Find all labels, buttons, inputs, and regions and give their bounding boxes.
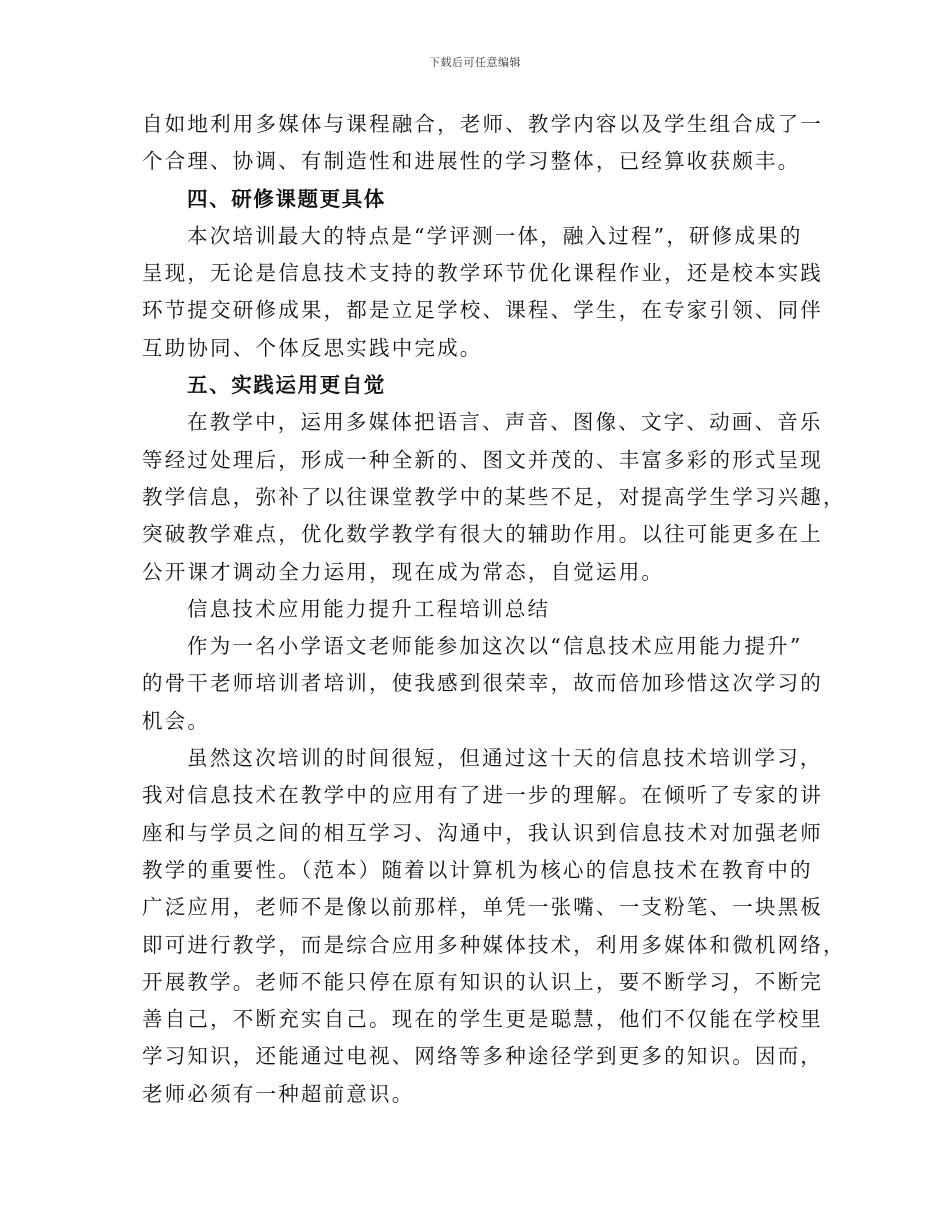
text-line: 老师必须有一种超前意识。 <box>142 1081 415 1106</box>
text-line: 公开课才调动全力运用，现在成为常态，自觉运用。 <box>142 559 665 584</box>
text-line: 我对信息技术在教学中的应用有了进一步的理解。在倾听了专家的讲 <box>142 783 823 808</box>
text-line: 开展教学。老师不能只停在原有知识的认识上，要不断学习，不断完 <box>142 969 823 994</box>
text-line: 座和与学员之间的相互学习、沟通中，我认识到信息技术对加强老师 <box>142 820 823 845</box>
section-heading: 四、研修课题更具体 <box>187 186 386 211</box>
text-line: 自如地利用多媒体与课程融合，老师、教学内容以及学生组合成了一 <box>142 112 823 136</box>
text-line: 即可进行教学，而是综合应用多种媒体技术，利用多媒体和微机网络， <box>142 932 846 957</box>
text-line: 呈现，无论是信息技术支持的教学环节优化课程作业，还是校本实践 <box>142 261 823 286</box>
text-line: 广泛应用，老师不是像以前那样，单凭一张嘴、一支粉笔、一块黑板 <box>142 895 823 920</box>
paragraph-start-line: 作为一名小学语文老师能参加这次以“信息技术应用能力提升” <box>187 634 803 659</box>
text-line: 等经过处理后，形成一种全新的、图文并茂的、丰富多彩的形式呈现 <box>142 447 823 472</box>
paragraph-start-line: 虽然这次培训的时间很短，但通过这十天的信息技术培训学习， <box>187 746 823 771</box>
page-header-note: 下载后可任意编辑 <box>429 56 521 69</box>
document-title-line: 信息技术应用能力提升工程培训总结 <box>187 596 551 621</box>
text-line: 机会。 <box>142 708 211 733</box>
section-heading: 五、实践运用更自觉 <box>187 373 386 398</box>
text-line: 教学信息，弥补了以往课堂教学中的某些不足，对提高学生学习兴趣， <box>142 484 846 509</box>
text-line: 个合理、协调、有制造性和进展性的学习整体，已经算收获颇丰。 <box>142 149 801 174</box>
text-line: 善自己，不断充实自己。现在的学生更是聪慧，他们不仅能在学校里 <box>142 1007 823 1032</box>
paragraph-start-line: 本次培训最大的特点是“学评测一体，融入过程”，研修成果的 <box>187 223 803 248</box>
document-body <box>142 106 846 1113</box>
text-line: 环节提交研修成果，都是立足学校、课程、学生，在专家引领、同伴 <box>142 298 823 323</box>
text-line: 互助协同、个体反思实践中完成。 <box>142 335 483 360</box>
text-line: 的骨干老师培训者培训，使我感到很荣幸，故而倍加珍惜这次学习的 <box>142 671 823 696</box>
text-line: 学习知识，还能通过电视、网络等多种途径学到更多的知识。因而， <box>142 1044 823 1069</box>
text-line: 突破教学难点，优化数学教学有很大的辅助作用。以往可能更多在上 <box>142 522 823 547</box>
text-line: 教学的重要性。（范本）随着以计算机为核心的信息技术在教育中的 <box>142 857 813 882</box>
paragraph-start-line: 在教学中，运用多媒体把语言、声音、图像、文字、动画、音乐 <box>187 410 823 435</box>
